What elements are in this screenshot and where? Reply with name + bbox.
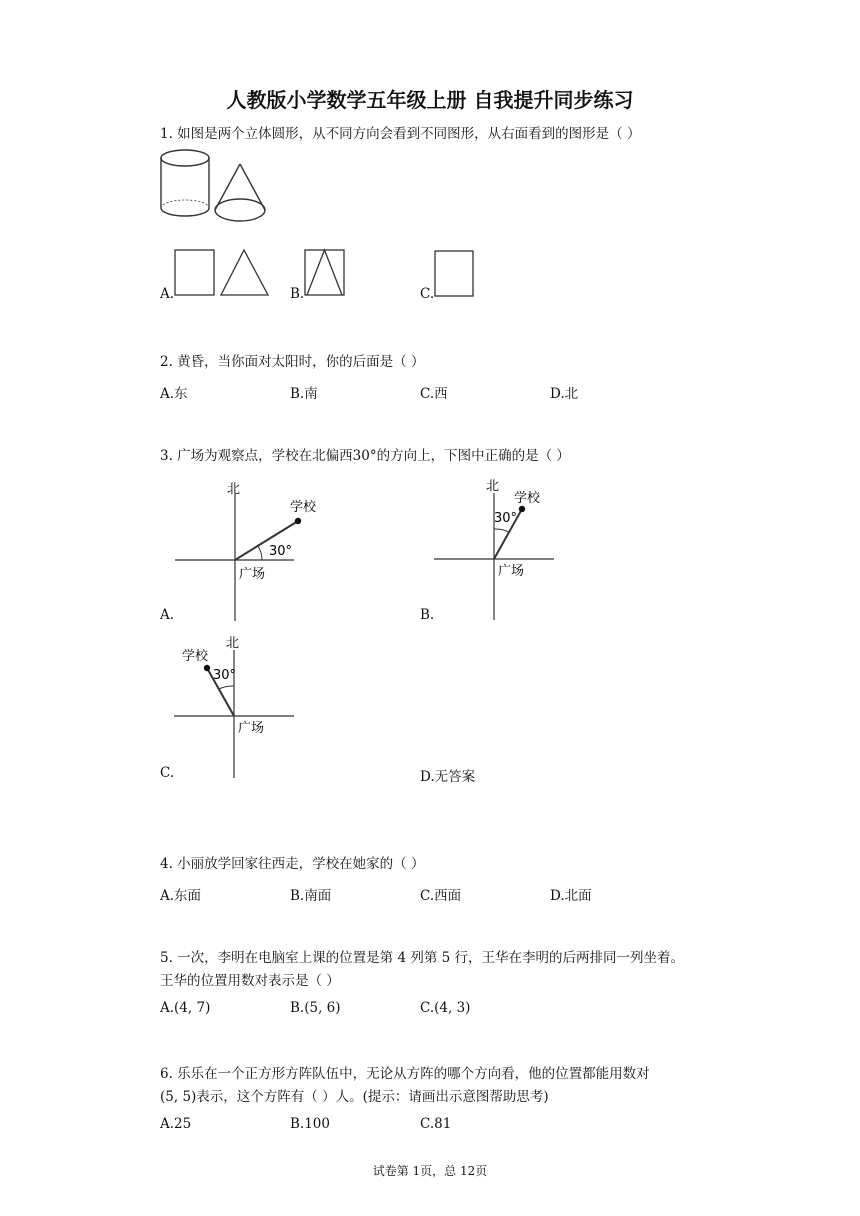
question-1-option-b[interactable]: B. bbox=[290, 286, 305, 302]
question-4-option-b[interactable]: B.南面 bbox=[290, 888, 332, 904]
diagram-b-angle-label: 30° bbox=[494, 511, 518, 526]
question-3-option-b[interactable]: B. bbox=[420, 607, 435, 623]
diagram-c-square-label: 广场 bbox=[238, 721, 265, 736]
question-3-option-d[interactable]: D.无答案 bbox=[420, 769, 476, 785]
question-3-option-a[interactable]: A. bbox=[160, 607, 175, 623]
question-5-stem-line-2: 王华的位置用数对表示是（ ） bbox=[160, 973, 340, 989]
question-5-option-c[interactable]: C.(4, 3) bbox=[420, 1000, 471, 1016]
question-1-option-c[interactable]: C. bbox=[420, 286, 435, 302]
question-6-option-b[interactable]: B.100 bbox=[290, 1116, 330, 1132]
diagram-c-angle-label: 30° bbox=[213, 668, 237, 683]
question-6-option-c[interactable]: C.81 bbox=[420, 1116, 452, 1132]
diagram-a-angle-label: 30° bbox=[269, 544, 293, 559]
diagram-b-north-label: 北 bbox=[486, 479, 500, 494]
page-title: 人教版小学数学五年级上册 自我提升同步练习 bbox=[226, 88, 634, 112]
question-5-stem-line-1: 5. 一次，李明在电脑室上课的位置是第 4 列第 5 行，王华在李明的后两排同一列坐着。 bbox=[160, 950, 685, 966]
direction-diagram-a bbox=[170, 478, 317, 624]
question-6-stem-line-2: (5, 5)表示，这个方阵有（ ）人。(提示：请画出示意图帮助思考) bbox=[160, 1089, 549, 1105]
question-6-stem-line-1: 6. 乐乐在一个正方形方阵队伍中，无论从方阵的哪个方向看，他的位置都能用数对 bbox=[160, 1066, 650, 1082]
question-4-option-a[interactable]: A.东面 bbox=[160, 888, 202, 904]
page-footer: 试卷第 1页，总 12页 bbox=[372, 1164, 488, 1178]
diagram-a-school-label: 学校 bbox=[290, 500, 317, 515]
diagram-a-square-label: 广场 bbox=[239, 567, 266, 582]
question-5-option-a[interactable]: A.(4, 7) bbox=[160, 1000, 211, 1016]
diagram-a-north-label: 北 bbox=[227, 482, 241, 497]
diagram-c-north-label: 北 bbox=[226, 636, 240, 651]
question-6-option-a[interactable]: A.25 bbox=[160, 1116, 192, 1132]
diagram-b-square-label: 广场 bbox=[498, 564, 525, 579]
question-4-option-d[interactable]: D.北面 bbox=[550, 888, 592, 904]
diagram-c-school-label: 学校 bbox=[182, 649, 209, 664]
question-3-stem: 3. 广场为观察点，学校在北偏西30°的方向上，下图中正确的是（ ） bbox=[160, 448, 570, 464]
question-2-option-a[interactable]: A.东 bbox=[160, 386, 188, 402]
question-2-option-d[interactable]: D.北 bbox=[550, 386, 579, 402]
question-2-stem: 2. 黄昏，当你面对太阳时，你的后面是（ ） bbox=[160, 354, 425, 370]
question-2-option-c[interactable]: C.西 bbox=[420, 386, 448, 402]
cone-icon bbox=[212, 162, 268, 224]
square-with-triangle-icon bbox=[304, 249, 346, 297]
question-4-stem: 4. 小丽放学回家往西走，学校在她家的（ ） bbox=[160, 856, 425, 872]
cylinder-icon bbox=[160, 148, 212, 218]
direction-diagram-b bbox=[432, 475, 562, 623]
square-icon bbox=[434, 250, 476, 298]
question-5-option-b[interactable]: B.(5, 6) bbox=[290, 1000, 341, 1016]
question-3-option-c[interactable]: C. bbox=[160, 765, 175, 781]
question-2-option-b[interactable]: B.南 bbox=[290, 386, 318, 402]
direction-diagram-c bbox=[172, 632, 302, 780]
square-and-triangle-icon bbox=[174, 249, 270, 297]
question-4-option-c[interactable]: C.西面 bbox=[420, 888, 462, 904]
question-1-stem: 1. 如图是两个立体圆形，从不同方向会看到不同图形，从右面看到的图形是（ ） bbox=[160, 126, 641, 142]
diagram-b-school-label: 学校 bbox=[514, 491, 541, 506]
question-1-option-a[interactable]: A. bbox=[160, 286, 175, 302]
